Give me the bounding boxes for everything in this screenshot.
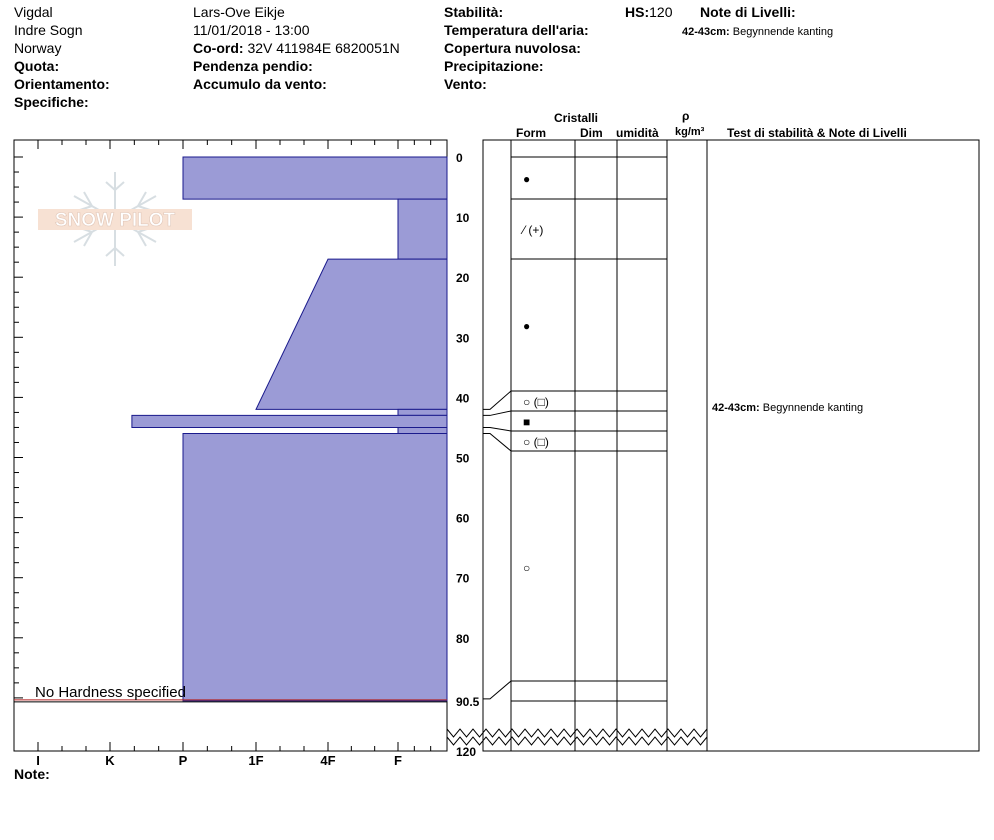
note-livelli-label: Note di Livelli:: [700, 4, 796, 20]
accumulo-label: Accumulo da vento:: [193, 76, 327, 92]
hardness-label: 4F: [320, 753, 336, 768]
orientamento-label: Orientamento:: [14, 76, 110, 92]
depth-label: 10: [456, 211, 470, 226]
pendenza-label: Pendenza pendio:: [193, 58, 313, 74]
grain-form-symbol: ○: [523, 561, 531, 575]
region: Indre Sogn: [14, 22, 83, 38]
col-density-unit: kg/m³: [675, 126, 705, 138]
location: Vigdal: [14, 4, 53, 20]
hardness-layer: [398, 427, 447, 433]
depth-label: 40: [456, 391, 470, 406]
no-hardness-text: No Hardness specified: [35, 684, 186, 701]
depth-label: 0: [456, 151, 463, 165]
col-form: Form: [516, 126, 546, 140]
hardness-layer: [398, 409, 447, 415]
depth-label: 30: [456, 331, 470, 346]
depth-label: 60: [456, 511, 470, 526]
hardness-scale-labels: [36, 753, 402, 768]
grain-form-symbol: ⁄ (+): [523, 223, 544, 237]
grain-form-symbols: [520, 172, 549, 575]
quota-label: Quota:: [14, 58, 60, 74]
hardness-layer: [183, 433, 447, 700]
note-livelli-entry-label: 42-43cm:: [682, 26, 730, 38]
layer-connector: [483, 391, 511, 409]
grain-form-symbol: ○ (□): [523, 395, 549, 409]
layer-connector: [483, 433, 511, 451]
vento-label: Vento:: [444, 76, 487, 92]
col-rho: ρ: [682, 109, 690, 123]
depth-break-zigzag: [447, 729, 707, 745]
grain-form-symbol: ■: [523, 415, 531, 429]
snowpilot-logo: [38, 172, 192, 266]
hardness-label: I: [36, 753, 40, 768]
grain-form-symbol: ○ (□): [523, 435, 549, 449]
layer-note-text: Begynnende kanting: [762, 402, 864, 414]
layer-connector: [483, 681, 511, 699]
col-cristalli: Cristalli: [554, 111, 599, 125]
precipitazione-label: Precipitazione:: [444, 58, 544, 74]
depth-label: 50: [456, 451, 470, 466]
depth-label: 20: [456, 271, 470, 286]
logo-text: SNOW PILOT: [54, 210, 176, 231]
grain-form-symbol: ●: [523, 319, 531, 333]
col-umidita: umidità: [616, 126, 659, 140]
copertura-label: Copertura nuvolosa:: [444, 40, 581, 56]
temperatura-label: Temperatura dell'aria:: [444, 22, 589, 38]
layer-connector: [483, 427, 511, 431]
hardness-label: P: [178, 753, 188, 768]
col-dim: Dim: [580, 126, 603, 140]
crystal-table: [483, 140, 979, 751]
layer-note: [712, 400, 863, 416]
depth-label: 70: [456, 571, 470, 586]
hardness-layer: [256, 259, 447, 409]
note-label: Note:: [14, 766, 50, 782]
hardness-label: 1F: [248, 753, 264, 768]
depth-label: 120: [456, 745, 477, 759]
grain-form-symbol: ●: [523, 172, 531, 186]
coord-label: Co-ord:: [193, 40, 244, 56]
observer: Lars-Ove Eikje: [193, 4, 285, 20]
hs-value: 120: [649, 4, 673, 20]
depth-label: 80: [456, 631, 470, 646]
hardness-layer: [398, 199, 447, 259]
specifiche-label: Specifiche:: [14, 94, 89, 110]
coord-value: 32V 411984E 6820051N: [247, 40, 400, 56]
country: Norway: [14, 40, 62, 56]
hardness-label: K: [105, 753, 115, 768]
col-test: Test di stabilità & Note di Livelli: [727, 126, 907, 140]
hardness-label: F: [394, 753, 402, 768]
layer-boundaries: [511, 157, 667, 701]
depth-label: 90.5: [456, 694, 480, 709]
layer-note-depth: 42-43cm:: [712, 402, 760, 414]
hs-label: HS:: [625, 4, 650, 20]
layer-connector: [483, 411, 511, 415]
note-livelli-entry-text: Begynnende kanting: [732, 26, 834, 38]
layer-connectors: [483, 391, 511, 699]
hardness-layer: [132, 415, 447, 427]
hardness-layer: [183, 157, 447, 199]
datetime: 11/01/2018 - 13:00: [193, 22, 310, 38]
depth-axis-labels: [456, 151, 480, 759]
stabilita-label: Stabilità:: [444, 4, 504, 20]
